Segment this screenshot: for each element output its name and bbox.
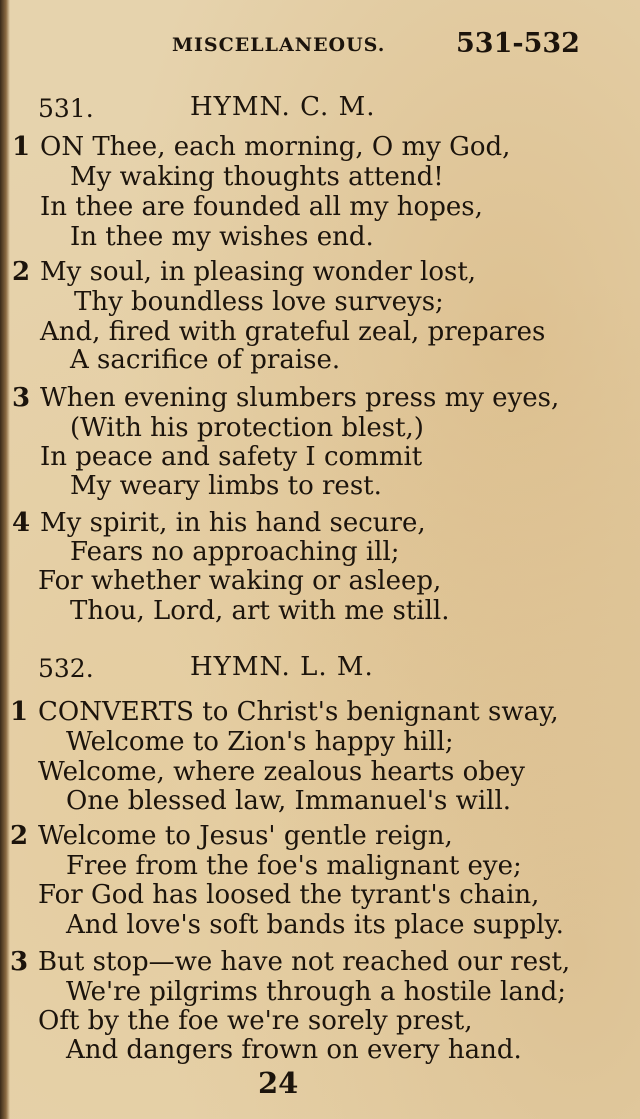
hymn-number: 531. (38, 94, 94, 123)
page-folio: 24 (258, 1066, 299, 1100)
verse-line: My weary limbs to rest. (70, 471, 382, 501)
verse-line: And, fired with grateful zeal, prepares (40, 317, 546, 347)
verse-line: For whether waking or asleep, (38, 566, 442, 596)
verse-line: Welcome to Zion's happy hill; (66, 727, 454, 757)
verse-line: And love's soft bands its place supply. (66, 910, 564, 940)
running-head (0, 28, 640, 64)
verse-line: CONVERTS to Christ's benignant sway, (38, 697, 559, 727)
verse-line: Thou, Lord, art with me still. (70, 596, 450, 626)
verse-number: 3 (10, 947, 29, 977)
verse-line: For God has loosed the tyrant's chain, (38, 880, 540, 910)
verse-line: My spirit, in his hand secure, (40, 508, 426, 538)
hymn-532-heading (0, 652, 640, 686)
verse-line: And dangers frown on every hand. (66, 1035, 522, 1065)
verse-line: My waking thoughts attend! (70, 162, 444, 192)
verse-number: 2 (12, 257, 31, 287)
page-edge-shadow (0, 0, 10, 1119)
verse-line: ON Thee, each morning, O my God, (40, 132, 511, 162)
hymn-number: 532. (38, 654, 94, 683)
verse-line: In thee my wishes end. (70, 222, 374, 252)
verse-line: Free from the foe's malignant eye; (66, 851, 522, 881)
page-range: 531-532 (456, 28, 580, 59)
verse-number: 2 (10, 821, 29, 851)
hymn-title: HYMN. C. M. (190, 92, 376, 122)
hymn-title: HYMN. L. M. (190, 652, 374, 682)
verse-line: When evening slumbers press my eyes, (40, 383, 560, 413)
verse-line: But stop—we have not reached our rest, (38, 947, 571, 977)
verse-line: Oft by the foe we're sorely prest, (38, 1006, 473, 1036)
verse-number: 3 (12, 383, 31, 413)
verse-line: In peace and safety I commit (40, 442, 423, 472)
verse-number: 4 (12, 508, 31, 538)
verse-line: Welcome, where zealous hearts obey (38, 757, 525, 787)
verse-line: We're pilgrims through a hostile land; (66, 977, 567, 1007)
verse-line: Thy boundless love surveys; (74, 287, 444, 317)
verse-line: My soul, in pleasing wonder lost, (40, 257, 477, 287)
verse-number: 1 (12, 132, 31, 162)
verse-line: Fears no approaching ill; (70, 537, 400, 567)
verse-line: In thee are founded all my hopes, (40, 192, 483, 222)
hymn-531-heading (0, 92, 640, 126)
verse-number: 1 (10, 697, 29, 727)
verse-line: A sacrifice of praise. (70, 345, 341, 375)
section-title: MISCELLANEOUS. (172, 34, 386, 56)
verse-line: Welcome to Jesus' gentle reign, (38, 821, 453, 851)
verse-line: One blessed law, Immanuel's will. (66, 786, 512, 816)
verse-line: (With his protection blest,) (70, 413, 424, 443)
